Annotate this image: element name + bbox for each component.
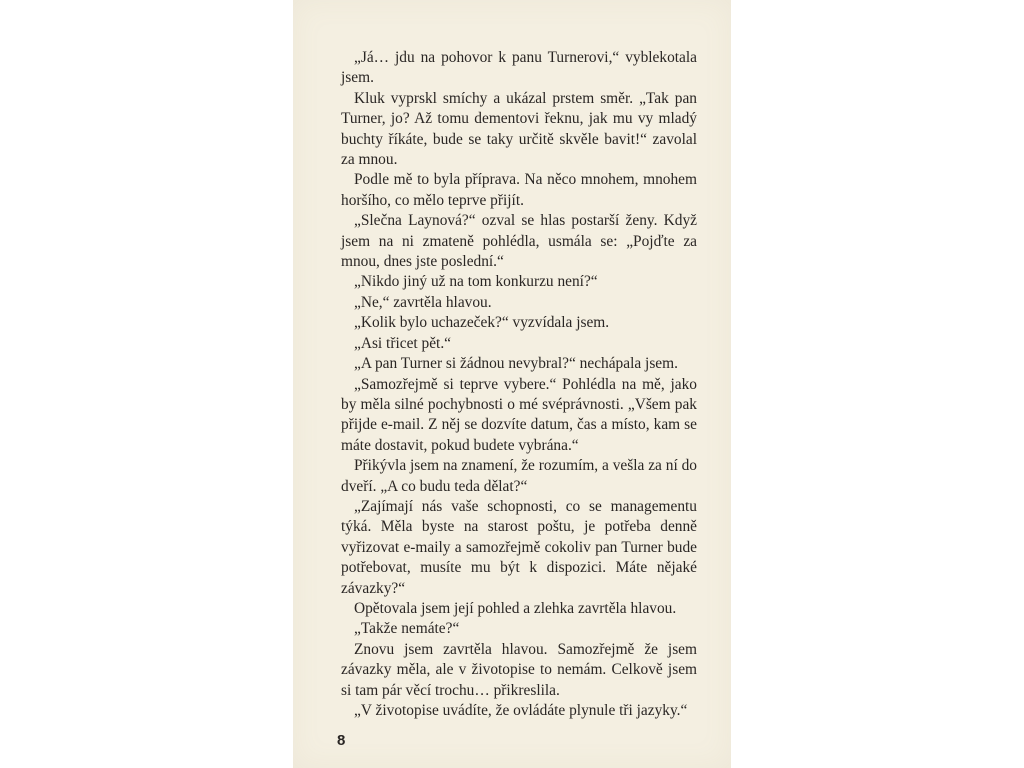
paragraph: „V životopise uvádíte, že ovládáte plynule tři jazyky.“ (354, 702, 688, 719)
paragraph: „Zajímají nás vaše schopnosti, co se managementu týká. Měla byste na starost poštu, je potřeba denně vyřizovat e-maily a samozřejmě cokoliv pan Turner bude potřebovat, musíte mu být k dispozici. Máte nějaké závazky?“ (341, 497, 697, 597)
paragraph: „Já… jdu na pohovor k panu Turnerovi,“ vyblekotala jsem. (341, 49, 697, 87)
book-page (293, 0, 731, 768)
paragraph: „Nikdo jiný už na tom konkurzu není?“ (354, 273, 598, 291)
paragraph: „Kolik bylo uchazeček?“ vyzvídala jsem. (354, 314, 610, 332)
paragraph: Opětovala jsem její pohled a zlehka zavrtěla hlavou. (354, 599, 677, 617)
page-text (341, 48, 697, 721)
paragraph: „Takže nemáte?“ (354, 620, 460, 638)
paragraph: „Asi třicet pět.“ (354, 334, 452, 352)
paragraph: „Ne,“ zavrtěla hlavou. (354, 293, 492, 311)
paragraph: Podle mě to byla příprava. Na něco mnohem, mnohem horšího, co mělo teprve přijít. (341, 171, 697, 209)
paragraph: „Samozřejmě si teprve vybere.“ Pohlédla na mě, jako by měla silné pochybnosti o mé svéprávnosti. „Všem pak přijde e-mail. Z něj se dozvíte datum, čas a místo, kam se máte dostavit, pokud budete vybrána.“ (341, 375, 697, 454)
paragraph: „Slečna Laynová?“ ozval se hlas postarší ženy. Když jsem na ni zmateně pohlédla, usmála se: „Pojďte za mnou, dnes jste poslední.“ (341, 212, 697, 271)
paragraph: Znovu jsem zavrtěla hlavou. Samozřejmě že jsem závazky měla, ale v životopise to nemám. Celkově jsem si tam pár věcí trochu… přikreslila. (341, 640, 697, 699)
paragraph: Kluk vyprskl smíchy a ukázal prstem směr. „Tak pan Turner, jo? Až tomu dementovi řeknu, jak mu vy mladý buchty říkáte, bude se taky určitě skvěle bavit!“ zavolal za mnou. (341, 89, 697, 169)
paragraph: Přikývla jsem na znamení, že rozumím, a vešla za ní do dveří. „A co budu teda dělat?“ (341, 457, 697, 495)
page-number: 8 (337, 732, 346, 749)
paragraph: „A pan Turner si žádnou nevybral?“ nechápala jsem. (354, 355, 678, 373)
